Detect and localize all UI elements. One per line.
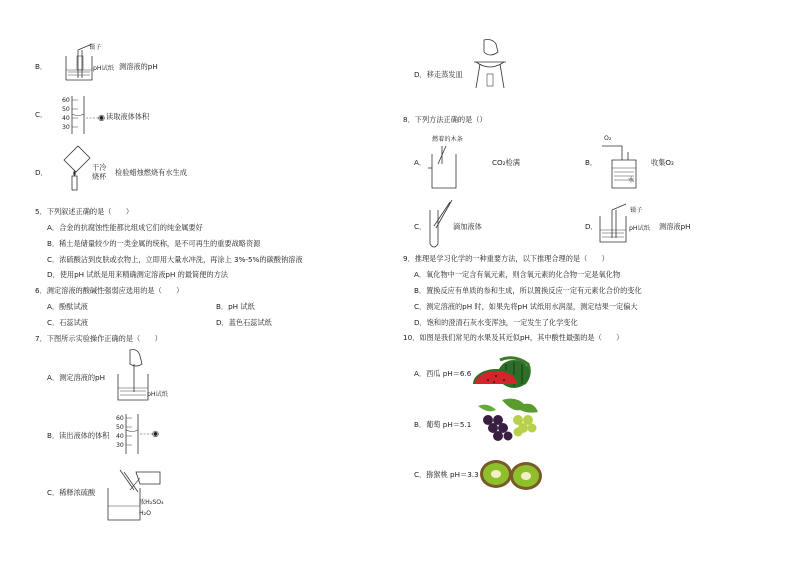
- drop-liquid-figure: [426, 198, 456, 250]
- q8-ph-paper-label: pH试纸: [629, 225, 650, 232]
- q5-option-c: C．浓硫酸沾到皮肤或衣物上，立即用大量水冲洗，再涂上 3%-5%的碳酸钠溶液: [47, 255, 303, 264]
- q4-option-b-label: B．: [35, 62, 48, 71]
- q6-stem: 6．测定溶液的酸碱性强弱应选用的是（ ）: [35, 286, 184, 295]
- q6-option-b: B．pH 试纸: [216, 302, 255, 311]
- q8-option-d: D．: [585, 222, 598, 231]
- tick-50: 50: [62, 106, 70, 113]
- eye-icon: ◉: [98, 113, 105, 122]
- tick-30: 30: [62, 124, 70, 131]
- q7-stem: 7．下图所示实验操作正确的是（ ）: [35, 334, 162, 343]
- co2-check-figure: [426, 144, 466, 190]
- q8-option-c: C．: [414, 222, 427, 231]
- kiwi-image: [478, 452, 544, 496]
- q7-option-d: D．移走蒸发皿: [414, 70, 463, 79]
- q7-ph-paper-label: pH试纸: [147, 391, 168, 398]
- q8-stem: 8．下列方法正确的是（）: [403, 115, 487, 124]
- q4-option-c-text: 读取液体体积: [106, 112, 150, 121]
- grapes-image: [472, 398, 542, 444]
- q9-option-c: C．测定溶液的pH 时，如果先将pH 试纸用水润湿，测定结果一定偏大: [414, 302, 638, 311]
- q6-option-d: D．蓝色石蕊试纸: [216, 318, 272, 327]
- q9-option-a: A．氧化物中一定含有氧元素，则含氧元素的化合物一定是氧化物: [414, 270, 621, 279]
- watermelon-image: [470, 354, 534, 396]
- q5-option-a: A．合金的抗腐蚀性能都比组成它们的纯金属要好: [47, 223, 203, 232]
- q9-option-d: D．饱和的澄清石灰水变浑浊，一定发生了化学变化: [414, 318, 578, 327]
- clip-label: 镊子: [89, 44, 102, 51]
- q7-option-c: C．稀释浓硫酸: [47, 488, 96, 497]
- q6-option-a: A．酚酞试液: [47, 302, 88, 311]
- q8-option-d-text: 测溶液pH: [659, 222, 691, 231]
- q7-tick-50: 50: [116, 424, 124, 431]
- evaporating-dish-figure: [470, 38, 510, 92]
- q4-option-c-label: C．: [35, 110, 48, 119]
- q10-option-b: B．葡萄 pH＝5.1: [414, 420, 472, 429]
- q7-eye-icon: ◉: [152, 429, 159, 438]
- acid-label: 浓H₂SO₄: [139, 499, 164, 506]
- q7-tick-40: 40: [116, 433, 124, 440]
- q4-option-d-label: D．: [35, 168, 48, 177]
- q5-option-d: D．使用pH 试纸是用来精确测定溶液pH 的最简便的方法: [47, 270, 228, 279]
- q8-option-b: B．: [585, 158, 598, 167]
- q7-tick-30: 30: [116, 442, 124, 449]
- ph-paper-label: pH试纸: [93, 65, 114, 72]
- q7-tick-60: 60: [116, 415, 124, 422]
- water-label: H₂O: [139, 510, 152, 517]
- q10-stem: 10．如图是我们常见的水果及其近似pH，其中酸性最强的是（ ）: [403, 333, 624, 342]
- q9-option-b: B．置换反应有单质的参和生成，所以置换反应一定有元素化合价的变化: [414, 286, 642, 295]
- beaker-label-dry: 干冷: [92, 163, 107, 172]
- tick-60: 60: [62, 97, 70, 104]
- q7-option-a: A．测定溶液的pH: [47, 373, 106, 382]
- q10-option-c: C．猕猴桃 pH＝3.3: [414, 470, 479, 479]
- q8-option-c-text: 滴加液体: [453, 222, 482, 231]
- water-label-b: 水: [628, 177, 635, 184]
- q4-option-d-text: 检验蜡烛燃烧有水生成: [115, 168, 187, 177]
- q8-option-a-text: CO₂检满: [492, 158, 520, 167]
- q8-clip-label: 镊子: [630, 207, 643, 214]
- tick-40: 40: [62, 115, 70, 122]
- beaker-label-cup: 烧杯: [92, 172, 107, 181]
- q9-stem: 9．推理是学习化学的一种重要方法，以下推理合理的是（ ）: [403, 254, 609, 263]
- q5-stem: 5．下列叙述正确的是（ ）: [35, 207, 134, 216]
- q7-option-b: B．读出液体的体积: [47, 431, 110, 440]
- burning-stick-label: 燃着的木条: [432, 136, 463, 143]
- q6-option-c: C．石蕊试液: [47, 318, 88, 327]
- q4-option-b-text: 测溶液的pH: [119, 62, 158, 71]
- q8-option-a: A．: [414, 158, 427, 167]
- o2-label: O₂: [604, 135, 612, 142]
- q10-option-a: A．西瓜 pH＝6.6: [414, 369, 472, 378]
- collect-o2-figure: [600, 142, 645, 190]
- q5-option-b: B．稀土是储量较少的一类金属的统称，是不可再生的重要战略资源: [47, 239, 261, 248]
- q8-option-b-text: 收集O₂: [651, 158, 674, 167]
